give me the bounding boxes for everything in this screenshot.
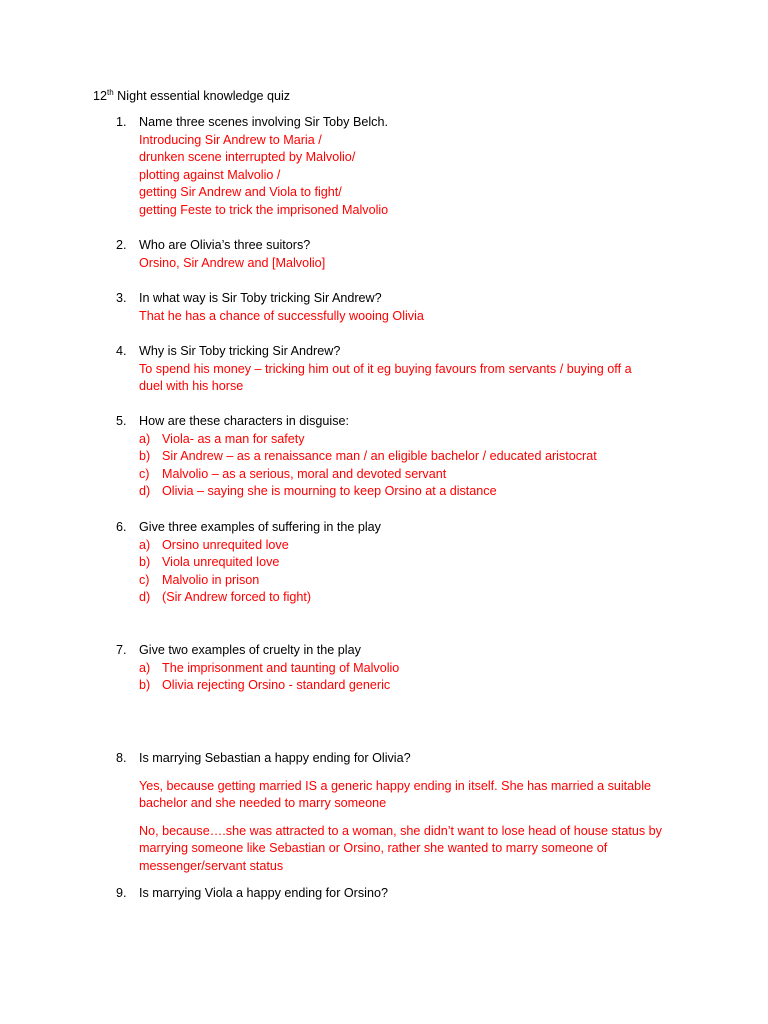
answer-line: plotting against Malvolio / (139, 167, 281, 182)
item-text: Olivia rejecting Orsino - standard generic (162, 678, 391, 693)
question-row (0, 885, 768, 903)
answer-line: duel with his horse (139, 379, 244, 394)
answer-line: drunken scene interrupted by Malvolio/ (139, 150, 356, 165)
item-text: Orsino unrequited love (162, 537, 289, 552)
question-number: 1. (116, 115, 127, 129)
question-text: Why is Sir Toby tricking Sir Andrew? (139, 344, 341, 358)
answer-item (0, 660, 768, 678)
answer-item (0, 554, 768, 572)
item-text: Malvolio in prison (162, 572, 260, 587)
item-letter: d) (139, 484, 151, 499)
question-text: Name three scenes involving Sir Toby Belch. (139, 115, 388, 129)
question-2 (0, 237, 768, 272)
answer (139, 361, 669, 396)
answer-item (0, 483, 768, 501)
answer-item (0, 537, 768, 555)
item-letter: b) (139, 449, 151, 464)
question-number: 3. (116, 291, 127, 305)
answer-paragraph: Yes, because getting married IS a generic happy ending in itself. She has married a suitable bachelor and she needed to marry someone (139, 778, 651, 811)
answer (139, 255, 669, 273)
answer-item (0, 589, 768, 607)
item-letter: a) (139, 660, 151, 675)
question-row (0, 114, 768, 132)
answer-line: Introducing Sir Andrew to Maria / (139, 132, 322, 147)
title-superscript: th (107, 88, 114, 97)
question-7 (0, 642, 768, 695)
question-text: Is marrying Viola a happy ending for Orsino? (139, 886, 388, 900)
question-row (0, 642, 768, 660)
question-number: 8. (116, 751, 127, 765)
question-row (0, 237, 768, 255)
item-text: (Sir Andrew forced to fight) (162, 590, 312, 605)
answer (139, 308, 669, 326)
answer-line: Orsino, Sir Andrew and [Malvolio] (139, 255, 326, 270)
question-3 (0, 290, 768, 325)
question-1 (0, 114, 768, 220)
question-number: 6. (116, 520, 127, 534)
quiz-title (93, 88, 290, 105)
question-number: 7. (116, 643, 127, 657)
item-letter: c) (139, 466, 150, 481)
item-text: Viola- as a man for safety (162, 431, 305, 446)
answer-line: That he has a chance of successfully wooing Olivia (139, 308, 424, 323)
question-9 (0, 885, 768, 903)
question-number: 2. (116, 238, 127, 252)
question-number: 4. (116, 344, 127, 358)
question-4 (0, 343, 768, 396)
question-row (0, 519, 768, 537)
answer-line: getting Sir Andrew and Viola to fight/ (139, 185, 342, 200)
question-8 (0, 750, 768, 876)
answer-item (0, 572, 768, 590)
question-text: Give two examples of cruelty in the play (139, 643, 361, 657)
item-text: Malvolio – as a serious, moral and devoted servant (162, 466, 447, 481)
item-letter: b) (139, 555, 151, 570)
answer-line: getting Feste to trick the imprisoned Malvolio (139, 202, 389, 217)
question-number: 9. (116, 886, 127, 900)
item-text: Sir Andrew – as a renaissance man / an eligible bachelor / educated aristocrat (162, 449, 597, 464)
question-text: Is marrying Sebastian a happy ending for Olivia? (139, 751, 411, 765)
answer-item (0, 466, 768, 484)
question-text: How are these characters in disguise: (139, 414, 349, 428)
item-letter: a) (139, 431, 151, 446)
answer-item (0, 448, 768, 466)
question-row (0, 750, 768, 768)
item-letter: d) (139, 590, 151, 605)
item-text: Viola unrequited love (162, 555, 280, 570)
title-number: 12 (93, 89, 108, 103)
item-letter: b) (139, 678, 151, 693)
item-letter: a) (139, 537, 151, 552)
item-text: The imprisonment and taunting of Malvolio (162, 660, 400, 675)
answer-item (0, 431, 768, 449)
question-text: Give three examples of suffering in the play (139, 520, 381, 534)
answer-item (0, 677, 768, 695)
question-text: Who are Olivia’s three suitors? (139, 238, 311, 252)
question-5 (0, 413, 768, 501)
item-letter: c) (139, 572, 150, 587)
answer-line: To spend his money – tricking him out of it eg buying favours from servants / buying off a (139, 361, 632, 376)
item-text: Olivia – saying she is mourning to keep Orsino at a distance (162, 484, 497, 499)
answer-paragraph: No, because….she was attracted to a woman, she didn’t want to lose head of house status by marrying someone like Sebastian or Orsino, rather she wanted to marry someone of messenger/servant status (139, 823, 662, 873)
question-row (0, 290, 768, 308)
question-text: In what way is Sir Toby tricking Sir Andrew? (139, 291, 382, 305)
answer (139, 132, 669, 220)
question-number: 5. (116, 414, 127, 428)
title-text: Night essential knowledge quiz (113, 89, 291, 103)
question-row (0, 343, 768, 361)
question-6 (0, 519, 768, 607)
question-row (0, 413, 768, 431)
